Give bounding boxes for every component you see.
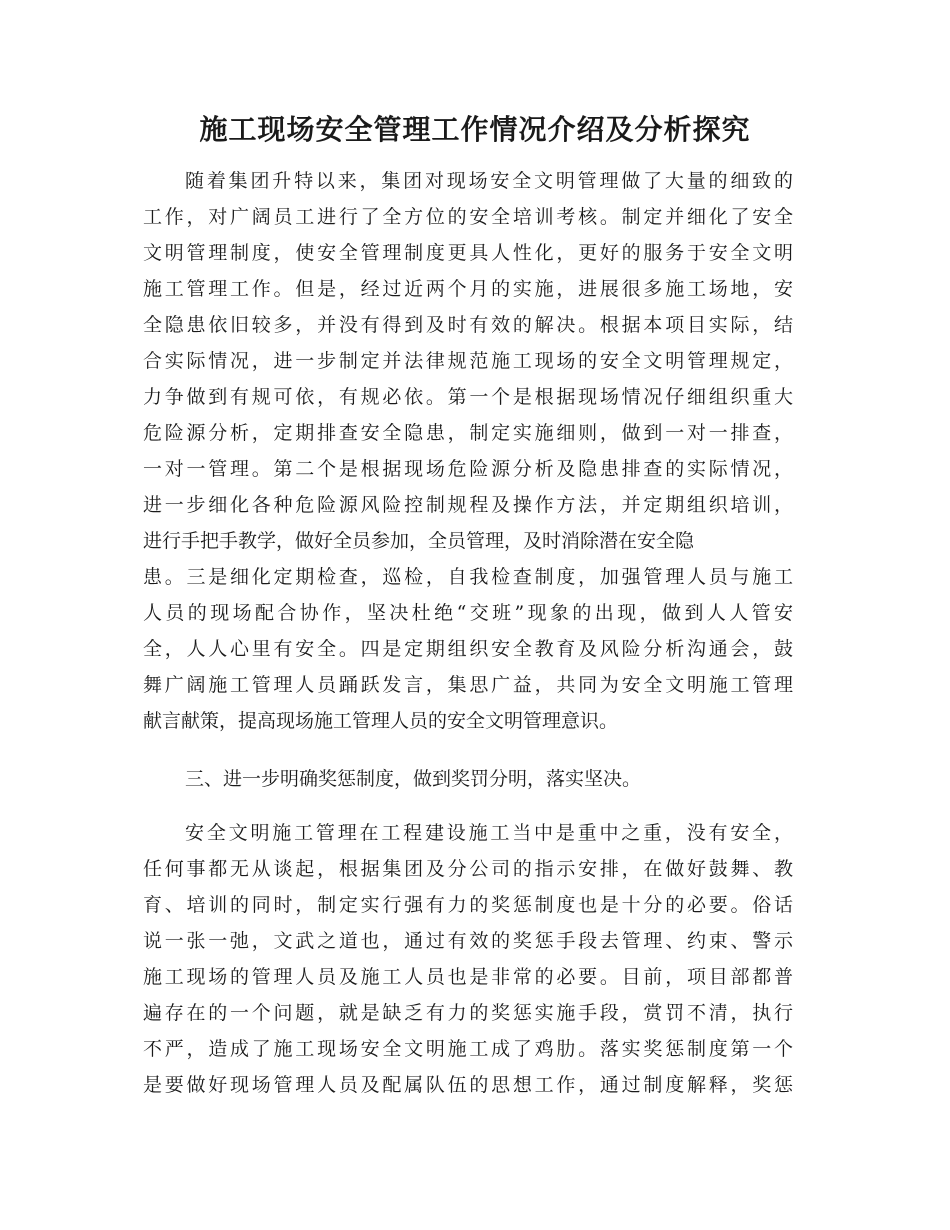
paragraph-line: 患。三是细化定期检查，巡检，自我检查制度，加强管理人员与施工 bbox=[143, 566, 793, 588]
paragraph-line: 献言献策，提高现场施工管理人员的安全文明管理意识。 bbox=[143, 710, 619, 732]
paragraph-line: 文明管理制度，使安全管理制度更具人性化，更好的服务于安全文明 bbox=[143, 242, 793, 264]
paragraph-line: 危险源分析，定期排查安全隐患，制定实施细则，做到一对一排查， bbox=[143, 422, 793, 444]
paragraph-line: 随着集团升特以来，集团对现场安全文明管理做了大量的细致的 bbox=[185, 170, 793, 192]
paragraph-line: 全隐患依旧较多，并没有得到及时有效的解决。根据本项目实际，结 bbox=[143, 314, 793, 336]
paragraph-line: 施工现场的管理人员及施工人员也是非常的必要。目前，项目部都普 bbox=[143, 966, 793, 988]
paragraph-line: 是要做好现场管理人员及配属队伍的思想工作，通过制度解释，奖惩 bbox=[143, 1074, 793, 1096]
paragraph-line: 舞广阔施工管理人员踊跃发言，集思广益，共同为安全文明施工管理 bbox=[143, 674, 793, 696]
paragraph-line: 任何事都无从谈起，根据集团及分公司的指示安排，在做好鼓舞、教 bbox=[143, 858, 793, 880]
paragraph-line: 育、培训的同时，制定实行强有力的奖惩制度也是十分的必要。俗话 bbox=[143, 894, 793, 916]
paragraph-line: 力争做到有规可依，有规必依。第一个是根据现场情况仔细组织重大 bbox=[143, 386, 793, 408]
paragraph-line: 遍存在的一个问题，就是缺乏有力的奖惩实施手段，赏罚不清，执行 bbox=[143, 1002, 793, 1024]
paragraph-line: 全，人人心里有安全。四是定期组织安全教育及风险分析沟通会，鼓 bbox=[143, 638, 793, 660]
section-heading: 三、进一步明确奖惩制度，做到奖罚分明，落实坚决。 bbox=[185, 768, 642, 790]
paragraph-line: 工作，对广阔员工进行了全方位的安全培训考核。制定并细化了安全 bbox=[143, 206, 793, 228]
paragraph-line: 不严，造成了施工现场安全文明施工成了鸡肋。落实奖惩制度第一个 bbox=[143, 1038, 793, 1060]
document-title: 施工现场安全管理工作情况介绍及分析探究 bbox=[199, 113, 751, 146]
paragraph-line: 说一张一弛，文武之道也，通过有效的奖惩手段去管理、约束、警示 bbox=[143, 930, 793, 952]
paragraph-line: 进行手把手教学，做好全员参加，全员管理，及时消除潜在安全隐 bbox=[143, 530, 695, 552]
paragraph-line: 施工管理工作。但是，经过近两个月的实施，进展很多施工场地，安 bbox=[143, 278, 793, 300]
paragraph-line: 安全文明施工管理在工程建设施工当中是重中之重，没有安全， bbox=[185, 822, 793, 844]
paragraph-line: 进一步细化各种危险源风险控制规程及操作方法，并定期组织培训， bbox=[143, 494, 793, 516]
paragraph-line: 人员的现场配合协作，坚决杜绝“交班”现象的出现，做到人人管安 bbox=[143, 602, 793, 624]
paragraph-line: 合实际情况，进一步制定并法律规范施工现场的安全文明管理规定， bbox=[143, 350, 793, 372]
paragraph-line: 一对一管理。第二个是根据现场危险源分析及隐患排查的实际情况， bbox=[143, 458, 793, 480]
